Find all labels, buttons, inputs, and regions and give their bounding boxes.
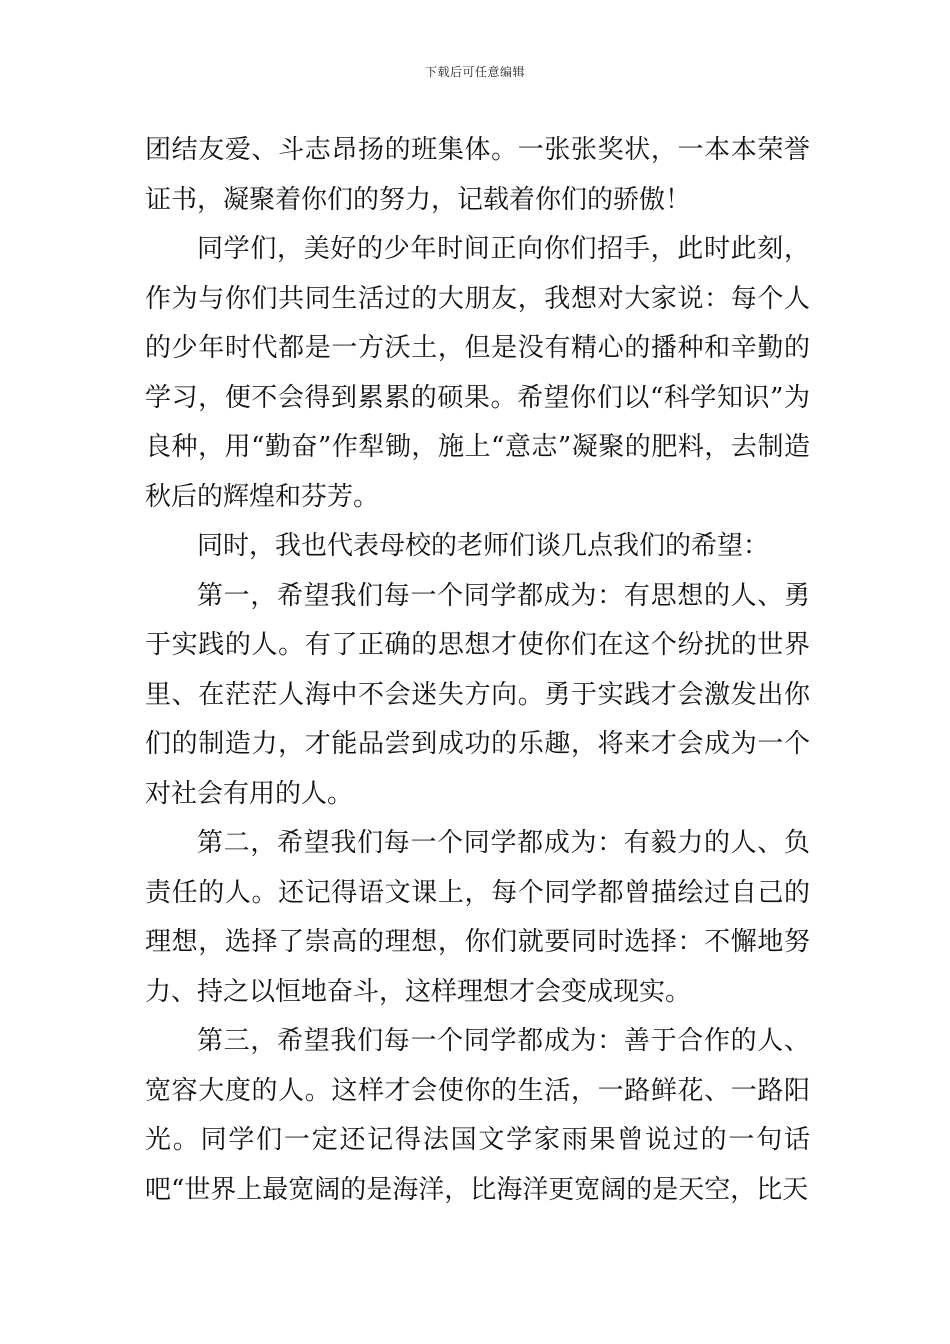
page-header-note: 下载后可任意编辑 [424, 65, 525, 79]
paragraph-1: 团结友爱、斗志昂扬的班集体。一张张奖状，一本本荣誉证书，凝聚着你们的努力，记载着你们的骄傲！ [145, 135, 810, 215]
paragraph-4: 第一，希望我们每一个同学都成为：有思想的人、勇于实践的人。有了正确的思想才使你们在这个纷扰的世界里、在茫茫人海中不会迷失方向。勇于实践才会激发出你们的制造力，才能品尝到成功的乐趣，将来才会成为一个对社会有用的人。 [145, 580, 810, 809]
paragraph-2: 同学们，美好的少年时间正向你们招手，此时此刻，作为与你们共同生活过的大朋友，我想对大家说：每个人的少年时代都是一方沃土，但是没有精心的播种和辛勤的学习，便不会得到累累的硕果。希望你们以“科学知识”为良种，用“勤奋”作犁锄，施上“意志”凝聚的肥料，去制造秋后的辉煌和芬芳。 [145, 234, 810, 512]
document-body [145, 126, 810, 1215]
paragraph-6: 第三，希望我们每一个同学都成为：善于合作的人、宽容大度的人。这样才会使你的生活，一路鲜花、一路阳光。同学们一定还记得法国文学家雨果曾说过的一句话吧“世界上最宽阔的是海洋，比海洋更宽阔的是天空，比天 [145, 1026, 810, 1205]
paragraph-3: 同时，我也代表母校的老师们谈几点我们的希望： [197, 531, 770, 561]
paragraph-5: 第二，希望我们每一个同学都成为：有毅力的人、负责任的人。还记得语文课上，每个同学都曾描绘过自己的理想，选择了崇高的理想，你们就要同时选择：不懈地努力、持之以恒地奋斗，这样理想才会变成现实。 [145, 828, 810, 1007]
